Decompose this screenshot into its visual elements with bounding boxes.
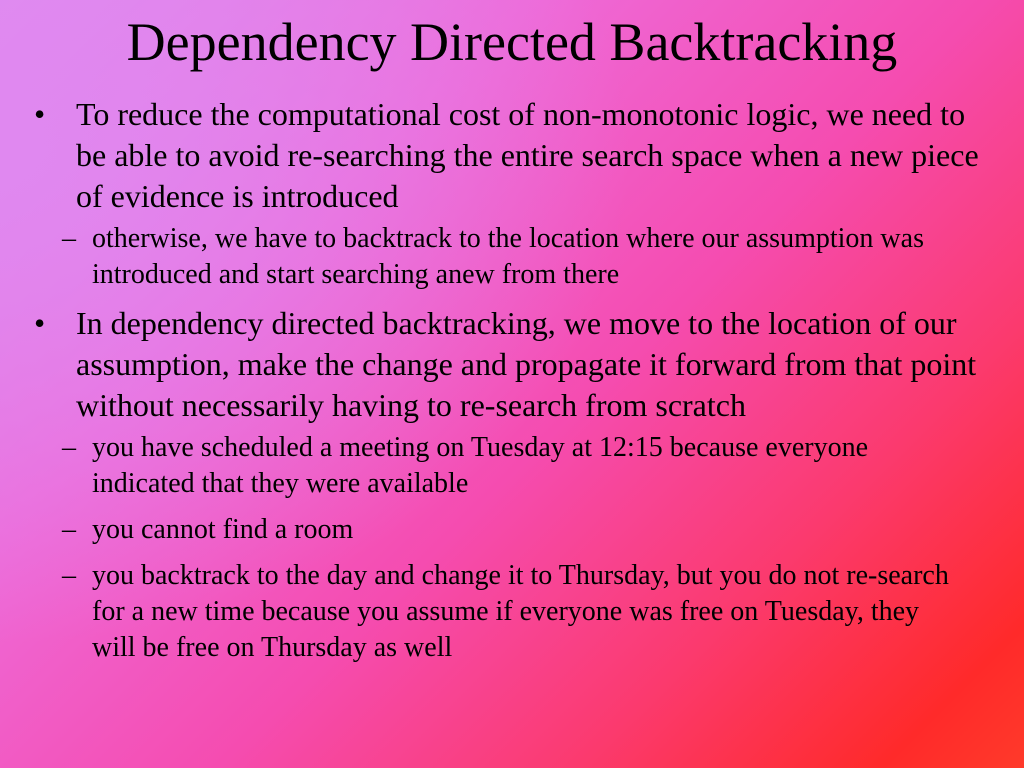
bullet-marker: • <box>34 96 46 132</box>
bullet-1-subitems <box>48 221 984 293</box>
sub-bullet-2-3-text: you backtrack to the day and change it to Thursday, but you do not re-search for a new time because you assume if everyone was free on Tuesday, they will be free on Thursday as well <box>92 560 949 663</box>
bullet-2 <box>0 303 1024 666</box>
bullet-marker: • <box>34 305 46 341</box>
bullet-1-text: To reduce the computational cost of non-monotonic logic, we need to be able to avoid re-searching the entire search space when a new piece of evidence is introduced <box>76 96 979 214</box>
slide-title: Dependency Directed Backtracking <box>126 12 898 72</box>
bullet-1 <box>0 94 1024 293</box>
bullet-2-text: In dependency directed backtracking, we move to the location of our assumption, make the change and propagate it forward from that point without necessarily having to re-search from scratch <box>76 305 977 423</box>
dash-marker: – <box>62 560 76 591</box>
dash-marker: – <box>62 432 76 463</box>
bullet-2-subitems <box>48 430 984 666</box>
sub-bullet-2-3 <box>48 558 984 666</box>
sub-bullet-2-1-text: you have scheduled a meeting on Tuesday at 12:15 because everyone indicated that they were available <box>92 432 869 499</box>
dash-marker: – <box>62 514 76 545</box>
sub-bullet-2-2-text: you cannot find a room <box>92 514 354 545</box>
sub-bullet-1-1 <box>48 221 984 293</box>
slide-body <box>0 94 1024 676</box>
sub-bullet-1-1-text: otherwise, we have to backtrack to the location where our assumption was introduced and start searching anew from there <box>92 223 924 290</box>
sub-bullet-2-1 <box>48 430 984 502</box>
sub-bullet-2-2 <box>48 512 984 548</box>
dash-marker: – <box>62 223 76 254</box>
